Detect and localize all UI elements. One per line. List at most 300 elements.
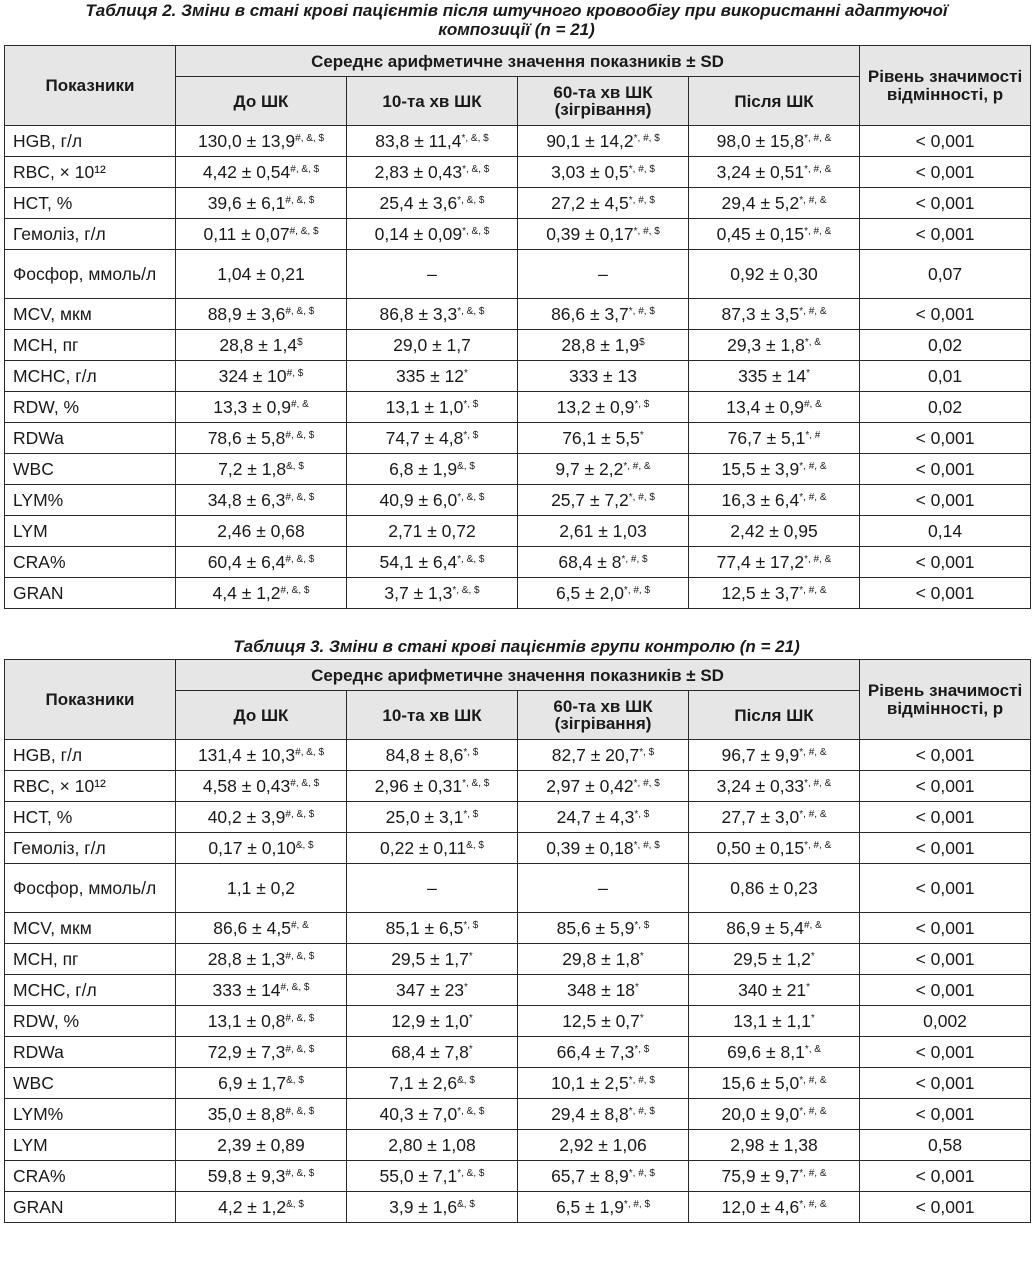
- value-text: 2,46 ± 0,68: [217, 520, 305, 541]
- value-text: 0,45 ± 0,15: [716, 223, 805, 244]
- indicator-cell: RDWa: [5, 423, 176, 454]
- value-text: 13,1 ± 0,8: [207, 1010, 286, 1031]
- value-cell: [689, 547, 860, 578]
- value-text: 59,8 ± 9,3: [207, 1165, 286, 1186]
- value-cell: [518, 454, 689, 485]
- value-text: 29,4 ± 8,8: [551, 1103, 629, 1124]
- significance-marks: *, &, $: [462, 163, 490, 175]
- table-row: [5, 1192, 1031, 1223]
- value-cell: [689, 833, 860, 864]
- value-text: 39,6 ± 6,1: [207, 192, 286, 213]
- value-cell: [518, 1192, 689, 1223]
- table-row: [5, 913, 1031, 944]
- value-text: 0,14 ± 0,09: [374, 223, 463, 244]
- value-cell: [176, 771, 347, 802]
- value-text: 7,2 ± 1,8: [218, 458, 287, 479]
- significance-marks: &, $: [457, 460, 475, 472]
- significance-marks: *, &, $: [457, 194, 485, 206]
- significance-marks: *, #, $: [628, 1167, 655, 1179]
- value-text: 0,39 ± 0,17: [546, 223, 634, 244]
- value-text: 335 ± 12: [396, 365, 465, 386]
- value-text: 15,5 ± 3,9: [721, 458, 800, 479]
- value-cell: [176, 454, 347, 485]
- value-cell: [689, 454, 860, 485]
- value-cell: [518, 1068, 689, 1099]
- significance-marks: *, $: [634, 919, 650, 931]
- value-text: 12,5 ± 0,7: [562, 1010, 640, 1031]
- value-text: 6,5 ± 2,0: [555, 582, 624, 603]
- value-text: 0,11 ± 0,07: [203, 223, 290, 244]
- value-cell: [518, 485, 689, 516]
- value-cell: [518, 157, 689, 188]
- value-cell: [347, 454, 518, 485]
- indicator-cell: GRAN: [5, 578, 176, 609]
- significance-marks: #, &: [803, 398, 822, 410]
- significance-marks: *: [639, 1012, 644, 1024]
- value-cell: [176, 485, 347, 516]
- value-text: 0,50 ± 0,15: [716, 837, 805, 858]
- p-value-cell: < 0,001: [860, 578, 1031, 609]
- significance-marks: *: [639, 429, 644, 441]
- value-text: 29,4 ± 5,2: [721, 192, 800, 213]
- value-cell: [347, 219, 518, 250]
- table-row: [5, 944, 1031, 975]
- indicator-cell: MCHC, г/л: [5, 975, 176, 1006]
- value-cell: [518, 771, 689, 802]
- value-cell: [176, 975, 347, 1006]
- indicator-cell: CRA%: [5, 1161, 176, 1192]
- p-value-cell: 0,58: [860, 1130, 1031, 1161]
- header-10min-cpb: 10-та хв ШК: [347, 77, 518, 126]
- value-text: 12,9 ± 1,0: [391, 1010, 469, 1031]
- significance-marks: *, #, &: [804, 839, 832, 851]
- significance-marks: *, $: [634, 1043, 650, 1055]
- value-text: 90,1 ± 14,2: [546, 130, 634, 151]
- value-cell: [347, 330, 518, 361]
- header-pvalue: Рівень значимості відмінності, p: [860, 660, 1031, 740]
- value-text: 10,1 ± 2,5: [551, 1072, 629, 1093]
- significance-marks: #, &: [290, 919, 309, 931]
- value-text: 324 ± 10: [218, 365, 287, 386]
- value-cell: [518, 975, 689, 1006]
- header-indicator: Показники: [5, 660, 176, 740]
- value-text: 25,7 ± 7,2: [551, 489, 629, 510]
- significance-marks: *: [806, 981, 810, 993]
- value-cell: [176, 423, 347, 454]
- value-cell: [347, 299, 518, 330]
- value-text: 40,2 ± 3,9: [207, 806, 286, 827]
- significance-marks: #, &, $: [285, 491, 315, 503]
- header-after-cpb: Після ШК: [689, 691, 860, 740]
- header-before-cpb: До ШК: [176, 77, 347, 126]
- value-cell: [176, 578, 347, 609]
- significance-marks: *, &: [804, 1043, 821, 1055]
- value-text: 13,2 ± 0,9: [556, 396, 635, 417]
- indicator-cell: RDWa: [5, 1037, 176, 1068]
- value-text: 54,1 ± 6,4: [379, 551, 458, 572]
- value-cell: [518, 188, 689, 219]
- value-cell: [176, 361, 347, 392]
- indicator-cell: MCV, мкм: [5, 299, 176, 330]
- significance-marks: #, &: [803, 919, 822, 931]
- value-text: 85,6 ± 5,9: [556, 917, 635, 938]
- value-text: 4,4 ± 1,2: [212, 582, 281, 603]
- indicator-cell: HGB, г/л: [5, 126, 176, 157]
- value-text: 2,42 ± 0,95: [730, 520, 818, 541]
- value-cell: [689, 864, 860, 913]
- indicator-cell: HCT, %: [5, 188, 176, 219]
- value-cell: [347, 578, 518, 609]
- value-cell: [176, 157, 347, 188]
- table-row: [5, 299, 1031, 330]
- value-cell: [689, 126, 860, 157]
- value-text: 348 ± 18: [567, 979, 636, 1000]
- significance-marks: *, $: [463, 398, 479, 410]
- header-mean-group: Середнє арифметичне значення показників ± SD: [176, 660, 860, 691]
- significance-marks: #, &, $: [285, 553, 315, 565]
- significance-marks: &, $: [457, 1198, 475, 1210]
- significance-marks: *, #, $: [628, 1105, 655, 1117]
- header-10min-cpb: 10-та хв ШК: [347, 691, 518, 740]
- value-text: 28,8 ± 1,9: [561, 334, 640, 355]
- significance-marks: *, #, &: [799, 305, 827, 317]
- value-cell: [176, 913, 347, 944]
- value-text: 40,9 ± 6,0: [379, 489, 458, 510]
- value-text: 29,5 ± 1,7: [391, 948, 469, 969]
- header-indicator: Показники: [5, 46, 176, 126]
- significance-marks: *: [468, 1012, 473, 1024]
- significance-marks: *, #, &: [799, 1167, 827, 1179]
- significance-marks: &, $: [457, 1074, 475, 1086]
- significance-marks: *, #, &: [623, 460, 651, 472]
- table-row: [5, 516, 1031, 547]
- value-cell: [689, 1006, 860, 1037]
- value-cell: [347, 864, 518, 913]
- significance-marks: *, &, $: [457, 1167, 485, 1179]
- value-cell: [518, 833, 689, 864]
- value-text: 2,71 ± 0,72: [388, 520, 476, 541]
- significance-marks: *, #, &: [799, 746, 827, 758]
- header-after-cpb: Після ШК: [689, 77, 860, 126]
- value-text: 20,0 ± 9,0: [721, 1103, 800, 1124]
- value-text: 3,03 ± 0,5: [551, 161, 629, 182]
- value-cell: [689, 250, 860, 299]
- significance-marks: #, &, $: [280, 981, 310, 993]
- value-cell: [347, 1130, 518, 1161]
- significance-marks: &, $: [286, 1198, 304, 1210]
- value-text: 29,8 ± 1,8: [562, 948, 640, 969]
- value-text: 13,1 ± 1,0: [385, 396, 464, 417]
- significance-marks: #, &, $: [285, 1167, 315, 1179]
- significance-marks: *, #, &: [799, 584, 827, 596]
- value-text: 1,1 ± 0,2: [227, 877, 295, 898]
- value-text: 66,4 ± 7,3: [556, 1041, 635, 1062]
- significance-marks: *, #, &: [804, 163, 832, 175]
- p-value-cell: < 0,001: [860, 1068, 1031, 1099]
- value-text: 76,1 ± 5,5: [562, 427, 640, 448]
- value-cell: [518, 578, 689, 609]
- value-cell: [347, 771, 518, 802]
- table-row: [5, 157, 1031, 188]
- indicator-cell: RBC, × 10¹²: [5, 771, 176, 802]
- significance-marks: *, #, &: [799, 460, 827, 472]
- value-cell: [689, 219, 860, 250]
- value-cell: [518, 1161, 689, 1192]
- value-cell: [689, 1130, 860, 1161]
- significance-marks: #, &, $: [285, 1105, 315, 1117]
- table-row: [5, 361, 1031, 392]
- value-cell: [518, 392, 689, 423]
- value-cell: [176, 219, 347, 250]
- p-value-cell: < 0,001: [860, 1161, 1031, 1192]
- table2-body: [5, 126, 1031, 609]
- significance-marks: *: [806, 367, 810, 379]
- significance-marks: *, #, &: [799, 808, 827, 820]
- table-row: [5, 833, 1031, 864]
- p-value-cell: < 0,001: [860, 913, 1031, 944]
- indicator-cell: Фосфор, ммоль/л: [5, 864, 176, 913]
- value-cell: [518, 1006, 689, 1037]
- significance-marks: #, &, $: [285, 305, 315, 317]
- value-text: 3,24 ± 0,33: [716, 775, 805, 796]
- value-text: –: [427, 263, 437, 284]
- value-text: 87,3 ± 3,5: [721, 303, 800, 324]
- value-cell: [176, 516, 347, 547]
- value-text: 0,86 ± 0,23: [730, 877, 818, 898]
- value-text: 16,3 ± 6,4: [721, 489, 800, 510]
- value-text: 25,4 ± 3,6: [379, 192, 458, 213]
- value-text: 88,9 ± 3,6: [207, 303, 286, 324]
- significance-marks: *, #, $: [623, 1198, 651, 1210]
- value-cell: [347, 740, 518, 771]
- value-text: 6,8 ± 1,9: [389, 458, 458, 479]
- value-text: 24,7 ± 4,3: [556, 806, 635, 827]
- value-text: 2,97 ± 0,42: [546, 775, 634, 796]
- value-cell: [689, 1192, 860, 1223]
- significance-marks: *, &, $: [452, 584, 480, 596]
- indicator-cell: MCH, пг: [5, 944, 176, 975]
- value-text: 0,22 ± 0,11: [380, 837, 467, 858]
- table-row: [5, 547, 1031, 578]
- value-text: 4,58 ± 0,43: [202, 775, 291, 796]
- table-row: [5, 1161, 1031, 1192]
- significance-marks: *, &: [804, 336, 821, 348]
- value-text: 13,3 ± 0,9: [213, 396, 291, 417]
- significance-marks: *: [464, 981, 468, 993]
- table-row: [5, 1037, 1031, 1068]
- p-value-cell: < 0,001: [860, 219, 1031, 250]
- indicator-cell: MCH, пг: [5, 330, 176, 361]
- value-cell: [347, 157, 518, 188]
- value-cell: [518, 361, 689, 392]
- significance-marks: *, #, $: [633, 225, 660, 237]
- value-cell: [689, 944, 860, 975]
- value-text: 335 ± 14: [738, 365, 807, 386]
- table-row: [5, 126, 1031, 157]
- table-row: [5, 219, 1031, 250]
- value-text: 35,0 ± 8,8: [207, 1103, 286, 1124]
- significance-marks: *: [639, 950, 644, 962]
- value-text: 69,6 ± 8,1: [727, 1041, 805, 1062]
- value-text: 60,4 ± 6,4: [207, 551, 286, 572]
- value-cell: [176, 547, 347, 578]
- value-cell: [347, 1068, 518, 1099]
- indicator-cell: Гемоліз, г/л: [5, 833, 176, 864]
- p-value-cell: < 0,001: [860, 944, 1031, 975]
- significance-marks: *, &, $: [457, 491, 485, 503]
- significance-marks: *, $: [463, 746, 479, 758]
- table2-caption: Таблиця 2. Зміни в стані крові пацієнтів після штучного кровообігу при використанні адаптуючої композиції (n = 21): [85, 1, 948, 39]
- value-cell: [689, 299, 860, 330]
- value-text: 2,92 ± 1,06: [559, 1134, 647, 1155]
- significance-marks: *, #, $: [628, 491, 655, 503]
- value-cell: [518, 864, 689, 913]
- significance-marks: #, &, $: [290, 163, 320, 175]
- value-cell: [689, 157, 860, 188]
- value-cell: [347, 392, 518, 423]
- p-value-cell: < 0,001: [860, 157, 1031, 188]
- value-text: 130,0 ± 13,9: [197, 130, 296, 151]
- value-text: 2,96 ± 0,31: [374, 775, 463, 796]
- significance-marks: *, $: [634, 398, 650, 410]
- value-text: 55,0 ± 7,1: [379, 1165, 458, 1186]
- significance-marks: *, #, $: [628, 1074, 655, 1086]
- table-row: [5, 802, 1031, 833]
- value-cell: [689, 578, 860, 609]
- significance-marks: *, $: [639, 746, 655, 758]
- significance-marks: *: [464, 367, 468, 379]
- header-mean-group: Середнє арифметичне значення показників ± SD: [176, 46, 860, 77]
- table-row: [5, 1068, 1031, 1099]
- significance-marks: #, &: [290, 398, 309, 410]
- value-text: 29,0 ± 1,7: [393, 334, 471, 355]
- value-cell: [347, 516, 518, 547]
- value-cell: [347, 1161, 518, 1192]
- table-row: [5, 975, 1031, 1006]
- significance-marks: *, #, &: [799, 1074, 827, 1086]
- significance-marks: &, $: [286, 1074, 304, 1086]
- value-cell: [689, 1068, 860, 1099]
- value-text: 6,5 ± 1,9: [555, 1196, 624, 1217]
- value-text: 9,7 ± 2,2: [555, 458, 624, 479]
- value-text: 0,92 ± 0,30: [730, 263, 818, 284]
- table-row: [5, 864, 1031, 913]
- table-row: [5, 1130, 1031, 1161]
- significance-marks: *, &, $: [462, 225, 490, 237]
- value-cell: [689, 188, 860, 219]
- value-text: 13,1 ± 1,1: [733, 1010, 811, 1031]
- value-text: 15,6 ± 5,0: [721, 1072, 800, 1093]
- value-cell: [176, 802, 347, 833]
- p-value-cell: < 0,001: [860, 485, 1031, 516]
- value-cell: [689, 423, 860, 454]
- significance-marks: *, #, &: [804, 132, 832, 144]
- indicator-cell: WBC: [5, 1068, 176, 1099]
- significance-marks: *, #, $: [621, 553, 648, 565]
- value-cell: [347, 423, 518, 454]
- p-value-cell: < 0,001: [860, 833, 1031, 864]
- p-value-cell: < 0,001: [860, 864, 1031, 913]
- value-cell: [176, 1099, 347, 1130]
- significance-marks: *: [468, 1043, 473, 1055]
- indicator-cell: LYM: [5, 1130, 176, 1161]
- value-cell: [176, 833, 347, 864]
- p-value-cell: < 0,001: [860, 802, 1031, 833]
- value-text: 65,7 ± 8,9: [551, 1165, 629, 1186]
- value-text: 2,39 ± 0,89: [217, 1134, 305, 1155]
- indicator-cell: RDW, %: [5, 392, 176, 423]
- value-cell: [689, 740, 860, 771]
- p-value-cell: < 0,001: [860, 740, 1031, 771]
- significance-marks: #, &, $: [295, 132, 325, 144]
- indicator-cell: LYM: [5, 516, 176, 547]
- value-cell: [518, 1037, 689, 1068]
- value-cell: [176, 740, 347, 771]
- value-cell: [518, 423, 689, 454]
- value-text: 28,8 ± 1,3: [207, 948, 286, 969]
- significance-marks: *: [468, 950, 473, 962]
- significance-marks: #, &, $: [285, 808, 315, 820]
- value-cell: [689, 330, 860, 361]
- value-cell: [347, 361, 518, 392]
- p-value-cell: < 0,001: [860, 1099, 1031, 1130]
- table-row: [5, 250, 1031, 299]
- value-text: 77,4 ± 17,2: [716, 551, 805, 572]
- table-row: [5, 578, 1031, 609]
- value-cell: [518, 913, 689, 944]
- significance-marks: *, &, $: [462, 777, 490, 789]
- value-text: 4,2 ± 1,2: [218, 1196, 287, 1217]
- header-before-cpb: До ШК: [176, 691, 347, 740]
- table-row: [5, 771, 1031, 802]
- value-cell: [518, 330, 689, 361]
- significance-marks: #, &, $: [290, 777, 320, 789]
- p-value-cell: < 0,001: [860, 975, 1031, 1006]
- value-text: 74,7 ± 4,8: [385, 427, 464, 448]
- header-pvalue: Рівень значимості відмінності, p: [860, 46, 1031, 126]
- indicator-cell: MCHC, г/л: [5, 361, 176, 392]
- table-row: [5, 1006, 1031, 1037]
- header-60min-cpb: 60-та хв ШК (зігрівання): [518, 691, 689, 740]
- table-row: [5, 1099, 1031, 1130]
- value-cell: [518, 516, 689, 547]
- indicator-cell: HCT, %: [5, 802, 176, 833]
- value-text: 12,5 ± 3,7: [721, 582, 800, 603]
- significance-marks: *, #, &: [804, 225, 832, 237]
- value-text: 86,6 ± 4,5: [213, 917, 291, 938]
- value-cell: [689, 485, 860, 516]
- value-cell: [689, 975, 860, 1006]
- indicator-cell: CRA%: [5, 547, 176, 578]
- value-cell: [176, 1068, 347, 1099]
- value-text: 6,9 ± 1,7: [218, 1072, 287, 1093]
- value-cell: [176, 330, 347, 361]
- value-text: 2,80 ± 1,08: [388, 1134, 476, 1155]
- value-cell: [518, 1130, 689, 1161]
- value-cell: [518, 802, 689, 833]
- significance-marks: *, $: [463, 808, 479, 820]
- significance-marks: &, $: [295, 839, 314, 851]
- value-text: 347 ± 23: [396, 979, 465, 1000]
- indicator-cell: LYM%: [5, 1099, 176, 1130]
- value-cell: [176, 1192, 347, 1223]
- value-cell: [689, 392, 860, 423]
- indicator-cell: RDW, %: [5, 1006, 176, 1037]
- value-text: 72,9 ± 7,3: [207, 1041, 286, 1062]
- value-cell: [347, 1006, 518, 1037]
- value-cell: [518, 299, 689, 330]
- indicator-cell: Гемоліз, г/л: [5, 219, 176, 250]
